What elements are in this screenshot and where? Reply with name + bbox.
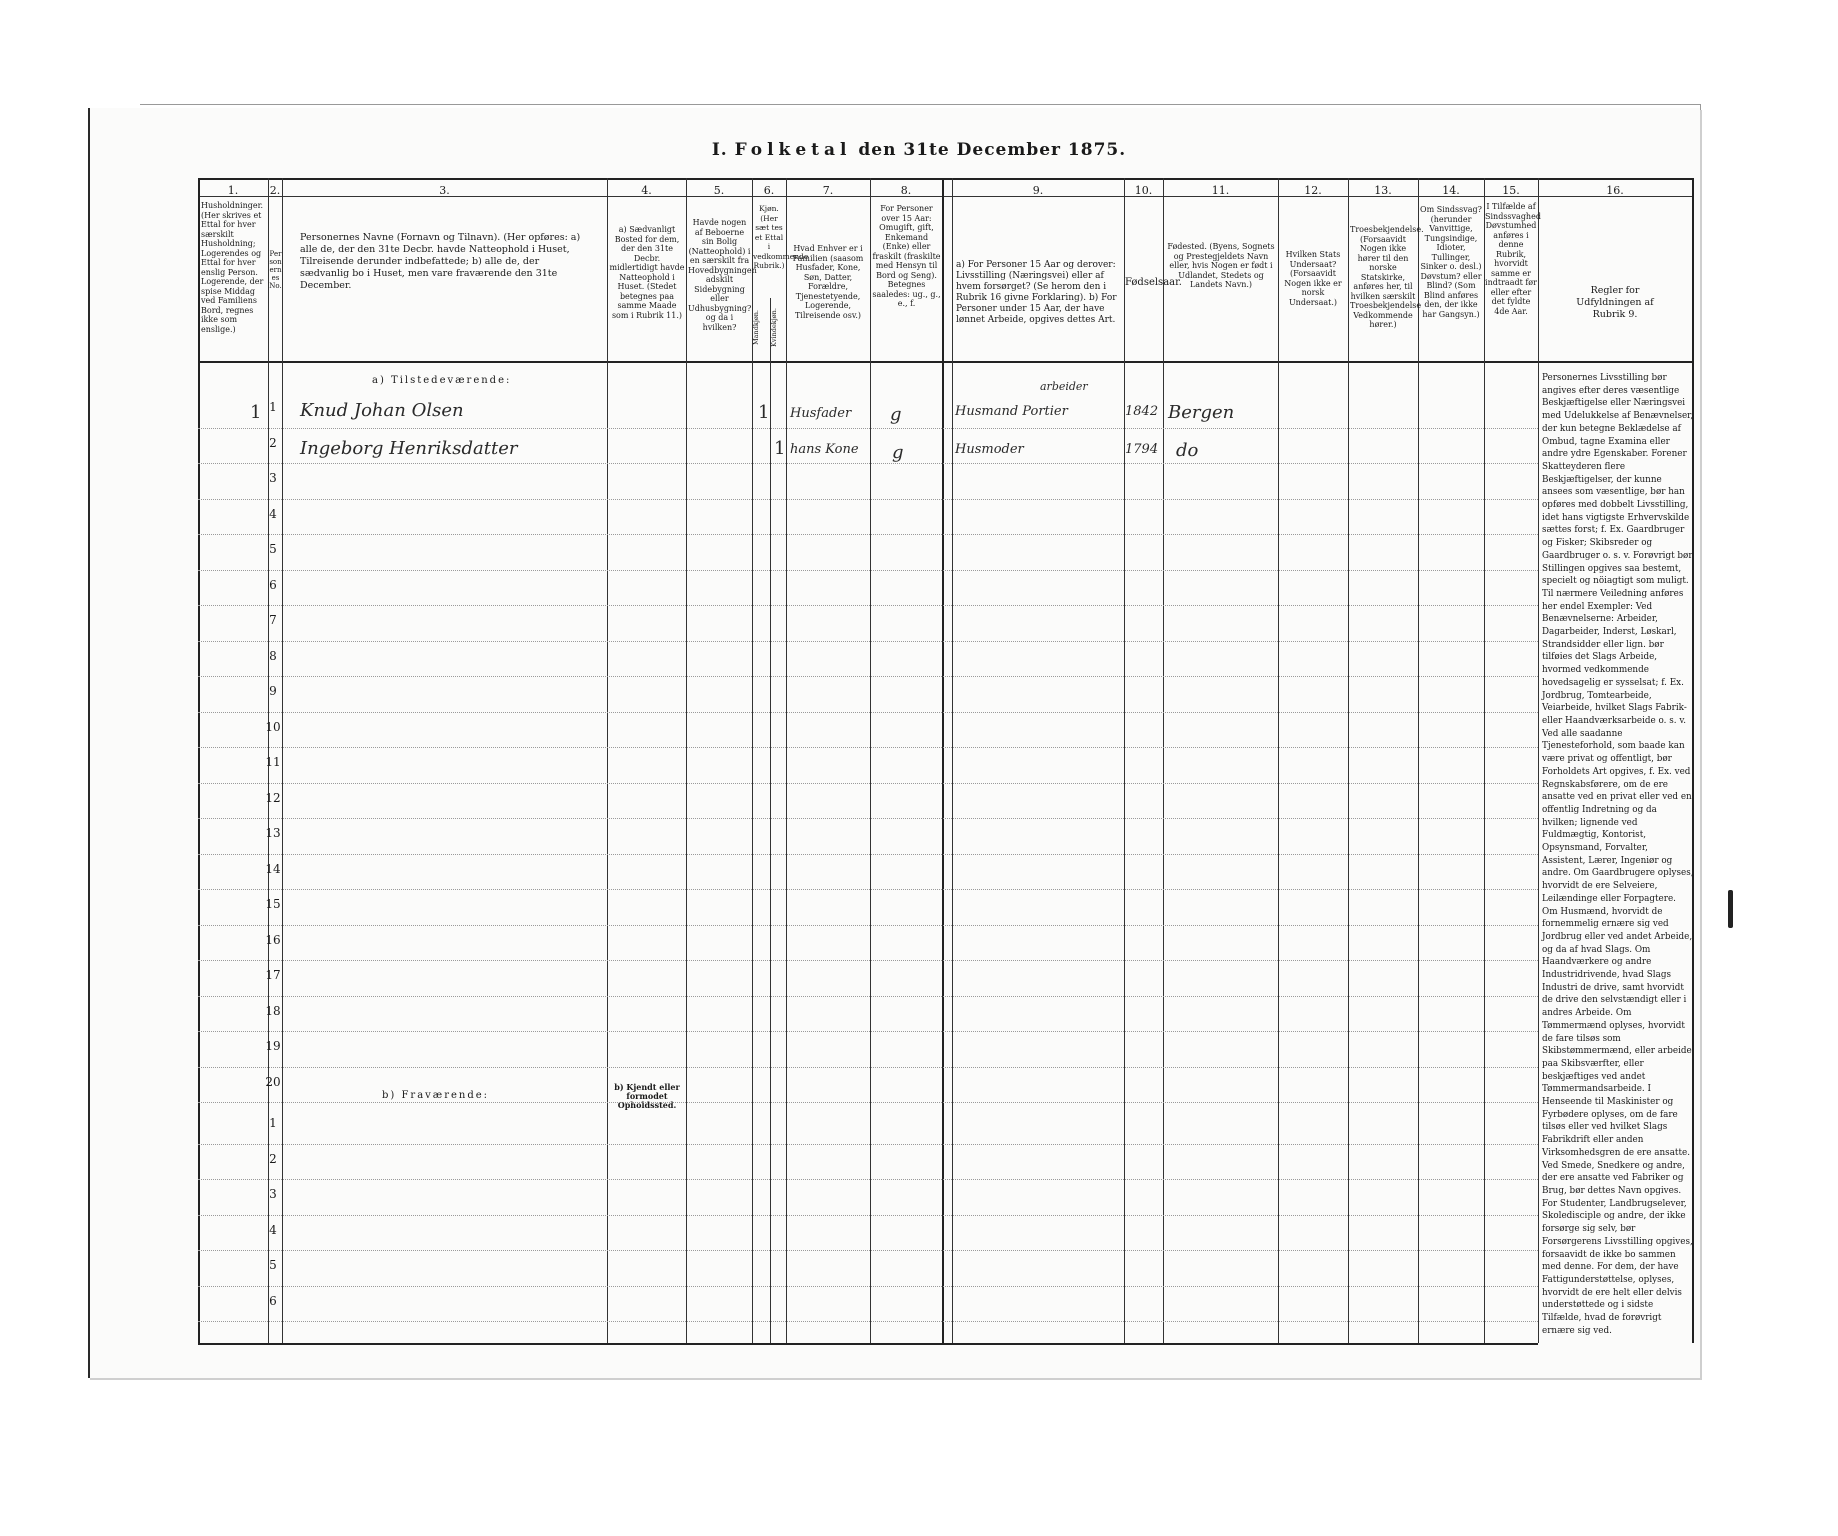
header-col-13: Troesbekjendelse. (Forsaavidt Nogen ikke hører til den norske Statskirke, anføres her, til hvilken særskilt Troesbekjendelse Vedkommende hører.) — [1350, 225, 1424, 329]
header-col-1: Husholdninger. (Her skrives et Ettal for hver særskilt Husholdning; Logerendes og Ettal for hver enslig Person. Logerende, der spise Middag ved Familiens Bord, regnes ikke som enslige.) — [201, 201, 264, 334]
colnum-14: 14. — [1442, 184, 1460, 197]
entry-1-male: 1 — [758, 402, 770, 423]
colnum-2: 2. — [269, 184, 281, 197]
row-rule — [198, 641, 1538, 642]
header-top-rule — [198, 178, 1692, 180]
colnum-7: 7. — [822, 184, 834, 197]
row-number: 2 — [269, 435, 277, 450]
row-rule — [198, 1250, 1538, 1251]
header-col-8: For Personer over 15 Aar: Omugift, gift, Enkemand (Enke) eller fraskilt (fraskilte med Hensyn til Bord og Seng). Betegnes saaledes: ug., g., e., f. — [872, 204, 941, 308]
row-rule — [198, 1179, 1538, 1180]
row-rule — [198, 499, 1538, 500]
header-col-12: Hvilken Stats Undersaat? (Forsaavidt Nogen ikke er norsk Undersaat.) — [1284, 250, 1342, 307]
rules-text: Personernes Livsstilling bør angives efter deres væsentlige Beskjæftigelse eller Næringsvei med Udelukkelse af Benævnelser, der kun betegne Beklædelse af Ombud, tagne Examina eller andre ydre Egenskaber. Forener Skatteyderen flere Beskjæftigelser, der kunne ansees som væsentlige, bør han opføres med dobbelt Livsstilling, idet hans vigtigste Erhvervskilde sættes forst; f. Ex. Gaardbruger og Fisker; Skibsreder og Gaardbruger o. s. v. Forøvrigt bør Stillingen opgives saa bestemt, specielt og nöiagtigt som muligt. Til nærmere Veiledning anføres her endel Exempler: Ved Benævnelserne: Arbeider, Dagarbeider, Inderst, Løskarl, Strandsidder eller lign. bør tilføies det Slags Arbeide, hvormed vedkommende hovedsagelig er sysselsat; f. Ex. Jordbrug, Tomtearbeide, Veiarbeide, hvilket Slags Fabrik- eller Haandværksarbeide o. s. v. Ved alle saadanne Tjenesteforhold, som baade kan være privat og offentligt, bør Forholdets Art opgives, f. Ex. ved Regnskabsførere, om de ere ansatte ved en privat eller ved en offentlig Indretning og da hvilken; lignende ved Fuldmægtig, Kontorist, Opsynsmand, Forvalter, Assistent, Lærer, Ingeniør og andre. Om Gaardbrugere oplyses, hvorvidt de ere Selveiere, Leilændinge eller Forpagtere. Om Husmænd, hvorvidt de fornemmelig ernære sig ved Jordbrug eller ved andet Arbeide, og da af hvad Slags. Om Haandværkere og andre Industridrivende, hvad Slags Industri de drive, samt hvorvidt de drive den selvstændigt eller i andres Arbeide. Om Tømmermænd oplyses, hvorvidt de fare tilsøs som Skibstømmermænd, eller arbeide paa Skibsværfter, eller beskjæftiges ved andet Tømmermandsarbeide. I Henseende til Maskinister og Fyrbødere oplyses, om de fare tilsøs eller ved hvilket Slags Fabrikdrift eller anden Virksomhedsgren de ere ansatte. Ved Smede, Snedkere og andre, der ere ansatte ved Fabriker og Brug, bør dettes Navn opgives. For Studenter, Landbrugselever, Skoledisciple og andre, der ikke forsørge sig selv, bør Forsørgerens Livsstilling opgives, forsaavidt de ikke bo sammen med denne. For dem, der have Fattigunderstøttelse, oplyses, hvorvidt de ere helt eller delvis understøttede og i sidste Tilfælde, hvad de forøvrigt ernære sig ved. — [1542, 373, 1694, 1336]
row-rule — [198, 960, 1538, 961]
entry-2-birthplace: do — [1176, 440, 1199, 461]
col-border-15 — [1538, 178, 1539, 1343]
row-number: 18 — [265, 1003, 281, 1018]
col-border-3 — [607, 178, 608, 1343]
known-residence-label: b) Kjendt eller formodet Opholdssted. — [614, 1082, 680, 1110]
col-border-11 — [1278, 178, 1279, 1343]
row-rule — [198, 1286, 1538, 1287]
row-rule — [198, 747, 1538, 748]
row-rule — [198, 1321, 1538, 1322]
row-number: 3 — [269, 471, 277, 485]
entry-1-household: 1 — [250, 402, 262, 423]
entry-1-occupation-note: arbeider — [1040, 380, 1088, 393]
row-rule — [198, 534, 1538, 535]
colnum-5: 5. — [713, 184, 725, 197]
colnum-10: 10. — [1134, 184, 1153, 197]
colnum-13: 13. — [1374, 184, 1392, 197]
row-number: 11 — [265, 755, 281, 769]
col-border-8 — [942, 178, 944, 1343]
header-col-11: Fødested. (Byens, Sognets og Prestegjeldets Navn eller, hvis Nogen er født i Udlandet, Stedets og Landets Navn.) — [1167, 242, 1275, 289]
row-rule — [198, 925, 1538, 926]
row-rule — [198, 783, 1538, 784]
row-number: 10 — [265, 719, 281, 734]
colnum-4: 4. — [641, 184, 652, 197]
row-rule — [198, 1102, 1538, 1103]
colnum-6: 6. — [763, 184, 775, 197]
header-col-2: Personernes No. — [269, 250, 282, 290]
entry-2-female: 1 — [774, 438, 786, 459]
entry-1-occupation: Husmand Portier — [955, 404, 1068, 419]
paper-edge-right — [1700, 104, 1701, 1379]
header-bottom-rule — [198, 361, 1692, 363]
colnum-3: 3. — [439, 184, 450, 197]
row-number: 19 — [265, 1039, 281, 1053]
entry-2-birthyear: 1794 — [1125, 442, 1159, 457]
row-number: 16 — [265, 932, 281, 947]
entry-1-birthplace: Bergen — [1168, 402, 1235, 423]
colnum-15: 15. — [1502, 184, 1520, 197]
table-bottom-rule — [198, 1343, 1538, 1345]
row-rule — [198, 818, 1538, 819]
row-rule — [198, 1215, 1538, 1216]
row-number: 8 — [269, 648, 277, 663]
row-rule — [198, 428, 1538, 429]
entry-2-name: Ingeborg Henriksdatter — [300, 438, 518, 459]
header-col-5: Havde nogen af Beboerne sin Bolig (Natteophold) i en særskilt fra Hovedbygningen adskilt Sidebygning eller Udhusbygning? og da i hvilken? — [688, 218, 757, 332]
row-rule — [198, 463, 1538, 464]
row-rule — [198, 570, 1538, 571]
col-border-4 — [686, 178, 687, 1343]
section-present-label: a) Tilstedeværende: — [372, 375, 512, 386]
row-number: 20 — [265, 1074, 281, 1089]
header-col-10: Fødselsaar. — [1125, 277, 1182, 288]
entry-1-civil: g — [890, 404, 902, 425]
row-rule — [198, 1067, 1538, 1068]
col-border-7 — [870, 178, 871, 1343]
section-absent-label: b) Fraværende: — [382, 1090, 490, 1101]
row-number: 1 — [269, 1116, 277, 1130]
header-col-14: Om Sindssvag? (herunder Vanvittige, Tungsindige, Idioter, Tullinger, Sinker o. desl.) Døvstum? eller Blind? (Som Blind anføres den, der ikke har Gangsyn.) — [1420, 205, 1482, 319]
entry-2-occupation: Husmoder — [955, 442, 1024, 457]
header-col-9: a) For Personer 15 Aar og derover: Livsstilling (Næringsvei) eller af hvem forsørget? (Se herom den i Rubrik 16 givne Forklaring). b) For Personer under 15 Aar, der have lønnet Arbeide, opgives dettes Art. — [956, 260, 1117, 325]
row-rule — [198, 1031, 1538, 1032]
row-number: 7 — [269, 613, 277, 627]
row-number: 6 — [269, 577, 277, 592]
header-col-6-female: Kvindekjøn. — [770, 308, 778, 348]
colnum-8: 8. — [900, 184, 912, 197]
header-col-6: Kjøn. (Her sæt tes et Ettal i vedkommende Rubrik.) — [753, 204, 809, 270]
row-rule — [198, 605, 1538, 606]
col-border-6a — [770, 298, 771, 1343]
row-number: 5 — [269, 1258, 277, 1272]
paper-edge-top — [140, 104, 1700, 105]
col-border-8b — [952, 178, 953, 1343]
entry-2-role: hans Kone — [790, 442, 859, 457]
row-number: 4 — [269, 506, 277, 521]
row-rule — [198, 996, 1538, 997]
row-number: 15 — [265, 897, 281, 911]
row-number: 14 — [265, 861, 281, 876]
row-number: 6 — [269, 1293, 277, 1308]
row-rule — [198, 889, 1538, 890]
colnum-9: 9. — [1032, 184, 1044, 197]
entry-2-civil: g — [892, 442, 904, 463]
row-number: 3 — [269, 1187, 277, 1201]
col-border-12 — [1348, 178, 1349, 1343]
header-col-15: I Tilfælde af Sindssvaghed Døvstumhed anføres i denne Rubrik, hvorvidt samme er indtraadt før eller efter det fyldte 4de Aar. — [1485, 202, 1541, 316]
col-border-10 — [1163, 178, 1164, 1343]
entry-1-name: Knud Johan Olsen — [300, 400, 464, 421]
colnum-1: 1. — [227, 184, 239, 197]
header-col-7: Hvad Enhver er i Familien (saasom Husfader, Kone, Søn, Datter, Forældre, Tjenestetyende, Logerende, Tilreisende osv.) — [792, 244, 864, 320]
col-border-13 — [1418, 178, 1419, 1343]
page-title: I. Folketal den 31te December 1875. — [711, 140, 1127, 160]
row-number: 2 — [269, 1151, 277, 1166]
header-col-3: Personernes Navne (Fornavn og Tilnavn). (Her opføres: a) alle de, der den 31te Decbr. havde Natteophold i Huset, Tilreisende derunder indbefattede; b) alle de, der sædvanlig bo i Huset, men vare fraværende den 31te December. — [300, 232, 581, 291]
col-border-14 — [1484, 178, 1485, 1343]
row-number: 4 — [269, 1222, 277, 1237]
colnum-11: 11. — [1211, 184, 1230, 197]
row-rule — [198, 1144, 1538, 1145]
row-number: 5 — [269, 542, 277, 556]
col-border-9 — [1124, 178, 1125, 1343]
row-rule — [198, 712, 1538, 713]
binding-marker — [1728, 890, 1733, 928]
row-number: 17 — [265, 968, 281, 982]
col-border-6 — [786, 178, 787, 1343]
row-rule — [198, 676, 1538, 677]
row-number: 12 — [265, 790, 281, 805]
header-col-4: a) Sædvanligt Bosted for dem, der den 31te Decbr. midlertidigt havde Natteophold i Huset. (Stedet betegnes paa samme Maade som i Rubrik 11.) — [609, 225, 685, 320]
row-number: 13 — [265, 826, 281, 840]
row-number: 1 — [269, 400, 277, 414]
header-col-16: Regler for Udfyldningen af Rubrik 9. — [1576, 285, 1654, 320]
colnum-12: 12. — [1304, 184, 1322, 197]
row-number: 9 — [269, 684, 277, 698]
colnum-16: 16. — [1606, 184, 1624, 197]
entry-1-birthyear: 1842 — [1125, 404, 1159, 419]
entry-1-role: Husfader — [790, 406, 852, 421]
col-border-left — [198, 178, 200, 1343]
header-col-6-male: Mandkjøn. — [752, 310, 760, 346]
row-rule — [198, 854, 1538, 855]
